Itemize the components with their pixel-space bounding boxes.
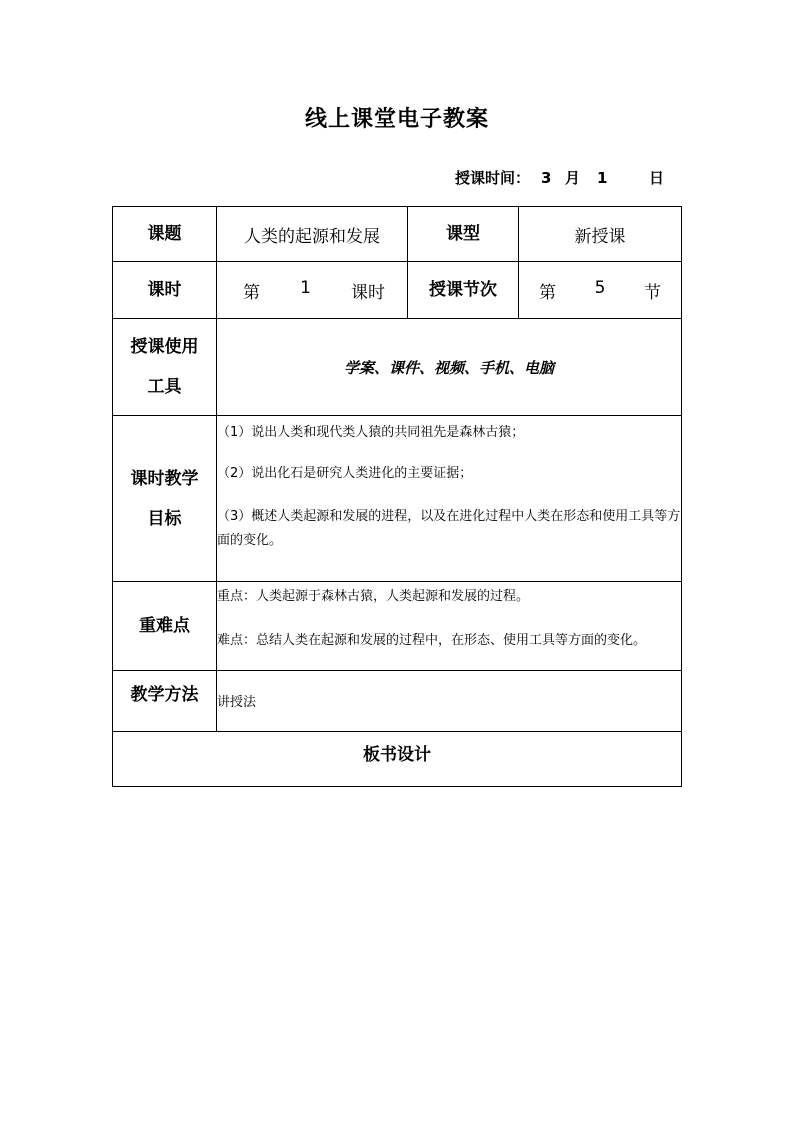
key-point: 重点：人类起源于森林古猿，人类起源和发展的过程。 [217, 589, 530, 604]
tools-label [113, 319, 217, 416]
objectives-label [113, 416, 217, 582]
objective-item: （3）概述人类起源和发展的进程，以及在进化过程中人类在形态和使用工具等方面的变化。 [217, 509, 681, 548]
type-value: 新授课 [519, 207, 682, 262]
date-day-unit: 日 [649, 169, 665, 187]
tools-label-line2: 工具 [147, 377, 182, 397]
difficult-point: 难点：总结人类在起源和发展的过程中，在形态、使用工具等方面的变化。 [217, 633, 647, 648]
lesson-plan-table [112, 206, 682, 787]
period-label: 课时 [113, 262, 217, 319]
key-points-label: 重难点 [113, 582, 217, 671]
table-row [113, 319, 682, 416]
type-label: 课型 [408, 207, 519, 262]
objective-item: （1）说出人类和现代类人猿的共同祖先是森林古猿； [217, 425, 525, 440]
period-suffix: 课时 [350, 282, 385, 303]
objectives-label-line1: 课时教学 [130, 468, 199, 489]
period-value: 1 [300, 277, 311, 298]
objectives-cell [217, 416, 682, 582]
table-row [113, 671, 682, 732]
topic-value: 人类的起源和发展 [217, 207, 408, 262]
key-points-cell [217, 582, 682, 671]
document-title: 线上课堂电子教案 [304, 107, 489, 132]
board-design-label: 板书设计 [113, 732, 682, 787]
table-row [113, 207, 682, 262]
session-label: 授课节次 [408, 262, 519, 319]
period-prefix: 第 [243, 282, 260, 303]
session-prefix: 第 [539, 282, 556, 303]
method-label: 教学方法 [113, 671, 217, 732]
table-row [113, 732, 682, 787]
table-row [113, 582, 682, 671]
objectives-label-line2: 目标 [147, 508, 182, 529]
method-value: 讲授法 [217, 671, 682, 732]
tools-label-line1: 授课使用 [130, 337, 199, 357]
topic-label: 课题 [113, 207, 217, 262]
session-value: 5 [594, 277, 606, 298]
tools-value: 学案、课件、视频、手机、电脑 [217, 319, 682, 416]
lesson-date [455, 167, 669, 188]
date-label: 授课时间： [455, 169, 531, 187]
period-value-cell [217, 262, 408, 319]
table-row [113, 262, 682, 319]
table-row [113, 416, 682, 582]
date-month-value: 3 [541, 169, 552, 187]
session-suffix: 节 [643, 282, 661, 303]
date-day-value: 1 [597, 169, 608, 187]
session-value-cell [519, 262, 682, 319]
objective-item: （2）说出化石是研究人类进化的主要证据； [217, 466, 473, 481]
date-month-unit: 月 [565, 169, 581, 187]
